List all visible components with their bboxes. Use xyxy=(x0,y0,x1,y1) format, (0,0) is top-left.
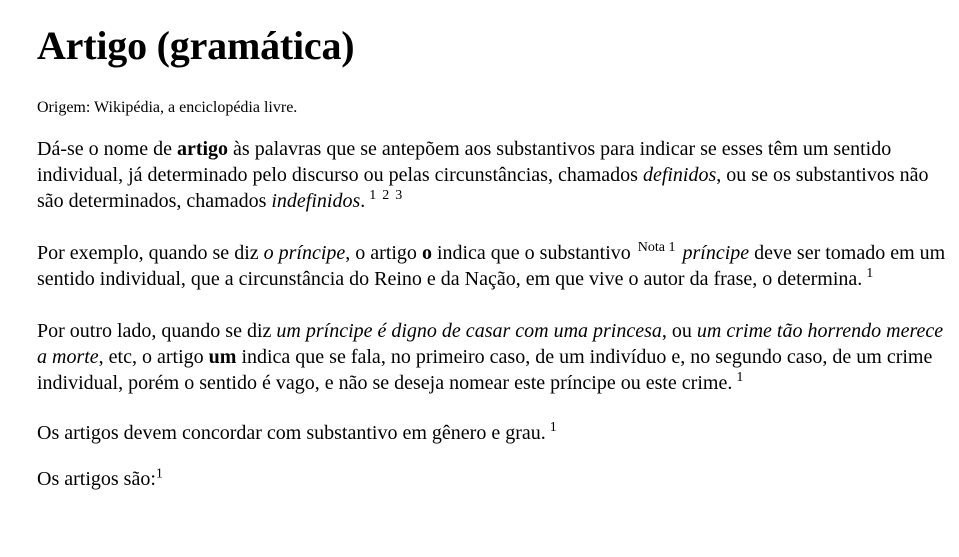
origin-line: Origem: Wikipédia, a enciclopédia livre. xyxy=(37,99,298,116)
text: Os artigos devem concordar com substantivo em gênero e grau. xyxy=(37,422,546,444)
text: . xyxy=(360,190,366,212)
bold-term: o xyxy=(421,242,432,264)
text: indica que o substantivo xyxy=(431,242,636,264)
text: Os artigos são: xyxy=(37,468,156,490)
paragraph-list-intro xyxy=(37,466,949,492)
reference-link[interactable]: 1 xyxy=(155,466,163,482)
text: , o artigo xyxy=(345,242,422,264)
italic-term: o príncipe xyxy=(263,242,346,264)
bold-term: um xyxy=(208,346,237,368)
reference-link[interactable]: 1 xyxy=(369,188,377,204)
text: indica que se fala, no primeiro caso, de um indivíduo e, no segundo caso, de um crime individual, porém o sentido é vago, e não se deseja nomear este príncipe ou este crime. xyxy=(37,346,933,394)
note-link[interactable]: Nota 1 xyxy=(637,240,676,256)
text: às palavras que se antepõem aos substantivos para indicar se esses têm um sentido individual, já determinado pelo discurso ou pelas circunstâncias, chamados xyxy=(37,138,892,186)
italic-term: definidos xyxy=(642,164,717,186)
reference-link[interactable]: 1 xyxy=(549,420,557,436)
reference-link[interactable]: 3 xyxy=(395,188,403,204)
text: Por exemplo, quando se diz xyxy=(37,242,264,264)
text: Dá-se o nome de xyxy=(37,138,177,160)
paragraph-definition xyxy=(37,136,949,214)
reference-link[interactable]: 2 xyxy=(382,188,390,204)
text: deve ser tomado em um sentido individual, que a circunstância do Reino e da Nação, em que vive o autor da frase, o determina. xyxy=(37,242,946,290)
reference-group xyxy=(369,188,402,203)
text: , ou xyxy=(661,320,697,342)
text: , ou se os substantivos não são determinados, chamados xyxy=(37,164,929,212)
page-title: Artigo (gramática) xyxy=(37,23,355,68)
italic-term: príncipe xyxy=(682,242,750,264)
italic-term: um príncipe é digno de casar com uma princesa xyxy=(276,320,662,342)
bold-term: artigo xyxy=(176,138,229,160)
italic-term: um crime tão horrendo merece a morte xyxy=(37,320,944,368)
paragraph-example-definite xyxy=(37,240,949,292)
text: Por outro lado, quando se diz xyxy=(37,320,277,342)
paragraph-example-indefinite xyxy=(37,318,949,396)
reference-link[interactable]: 1 xyxy=(736,370,744,386)
italic-term: indefinidos xyxy=(271,190,361,212)
reference-link[interactable]: 1 xyxy=(866,266,874,282)
paragraph-agreement xyxy=(37,420,949,446)
text: , etc, o artigo xyxy=(98,346,209,368)
